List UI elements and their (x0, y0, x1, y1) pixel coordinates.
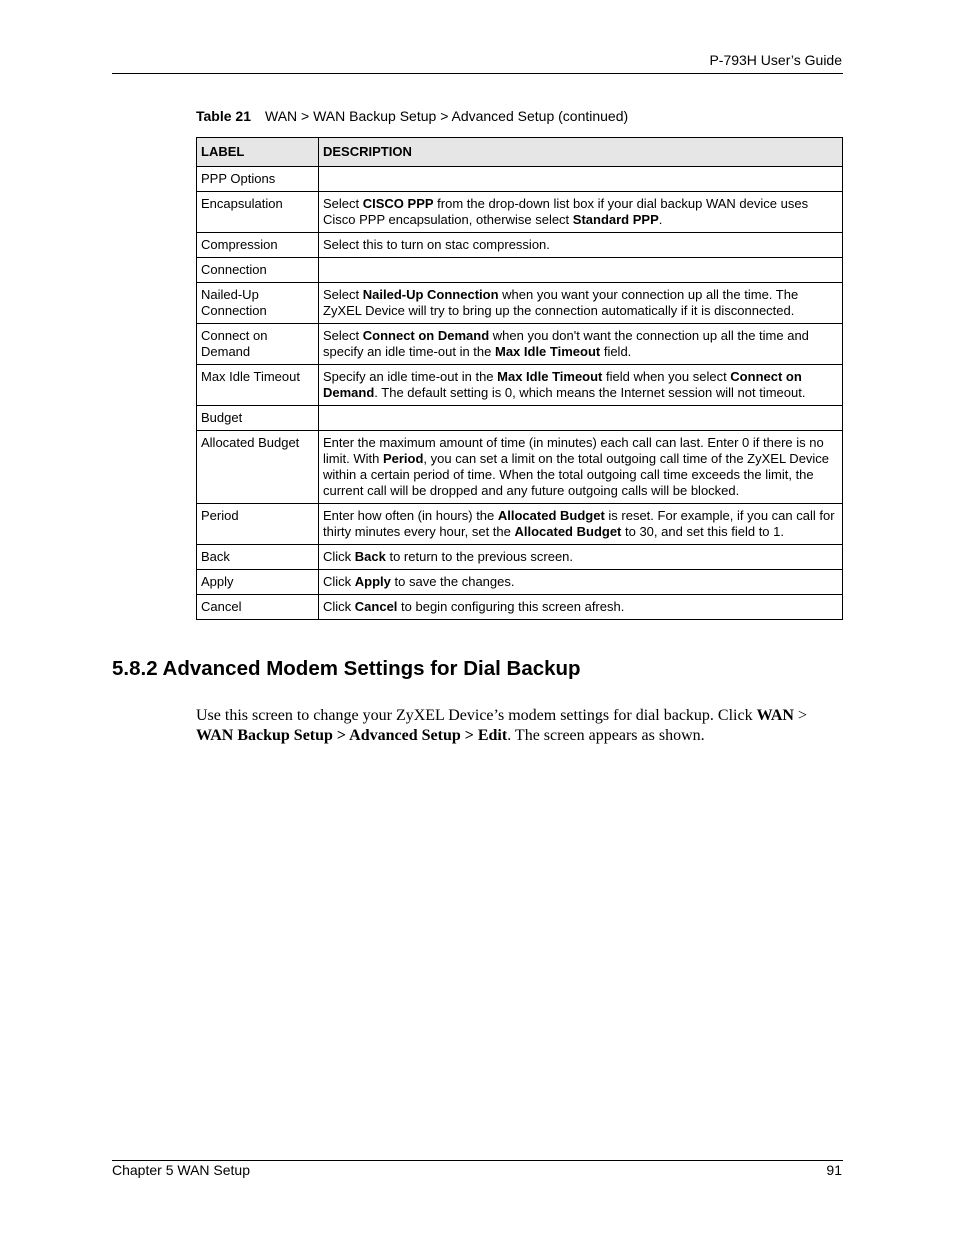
table-row (197, 192, 843, 233)
description-text: to return to the previous screen. (385, 549, 574, 564)
paragraph-text: > (793, 707, 807, 724)
description-text: Select (323, 328, 363, 343)
table-row (197, 570, 843, 595)
bold-term: Max Idle Timeout (494, 344, 601, 359)
column-header-description: DESCRIPTION (319, 138, 843, 167)
table-row (197, 365, 843, 406)
description-text: Enter how often (in hours) the (323, 508, 498, 523)
table-caption (196, 108, 628, 124)
bold-term: Allocated Budget (497, 508, 605, 523)
description-text: , you can set a limit on the total outgoing call time of the ZyXEL Device within a certain period of time. When the total outgoing call time exceeds the limit, the current call will be dropped and any future outgoing calls will be blocked. (323, 451, 830, 498)
footer-chapter: Chapter 5 WAN Setup (112, 1162, 250, 1178)
row-label: PPP Options (197, 167, 319, 192)
footer-divider (112, 1160, 843, 1161)
row-description (319, 595, 843, 620)
paragraph-text: Use this screen to change your ZyXEL Device’s modem settings for dial backup. Click (196, 707, 757, 724)
table-row (197, 504, 843, 545)
bold-term: Standard PPP (572, 212, 659, 227)
table-row (197, 167, 843, 192)
description-text: Enter the maximum amount of time (in minutes) each call can last. Enter 0 if there is no limit. With (323, 435, 824, 466)
bold-term: Apply (354, 574, 391, 589)
row-label: Max Idle Timeout (197, 365, 319, 406)
description-text: . The default setting is 0, which means the Internet session will not timeout. (374, 385, 806, 400)
description-text: to save the changes. (390, 574, 515, 589)
table-row (197, 283, 843, 324)
description-text: when you want your connection up all the time. The ZyXEL Device will try to bring up the connection automatically if it is disconnected. (323, 287, 799, 318)
description-text: Select this to turn on stac compression. (323, 237, 550, 252)
table-caption-text: WAN > WAN Backup Setup > Advanced Setup (continued) (265, 108, 629, 124)
row-label: Encapsulation (197, 192, 319, 233)
guide-title: P-793H User’s Guide (709, 52, 842, 68)
description-text: Click (323, 574, 355, 589)
table-row (197, 258, 843, 283)
bold-term: Max Idle Timeout (497, 369, 603, 384)
row-label: Allocated Budget (197, 431, 319, 504)
table-row (197, 545, 843, 570)
row-description (319, 324, 843, 365)
description-text: from the drop-down list box if your dial backup WAN device uses Cisco PPP encapsulation, otherwise select (323, 196, 809, 227)
row-description (319, 365, 843, 406)
row-description (319, 233, 843, 258)
table-row (197, 431, 843, 504)
table-row (197, 406, 843, 431)
description-text: is reset. For example, if you can call for thirty minutes every hour, set the (323, 508, 835, 539)
row-description (319, 283, 843, 324)
description-text: field when you select (602, 369, 731, 384)
bold-term: Nailed-Up Connection (362, 287, 499, 302)
body-paragraph (196, 706, 844, 746)
bold-term: CISCO PPP (362, 196, 434, 211)
bold-term: WAN Backup Setup > Advanced Setup > Edit (196, 727, 508, 744)
description-text: Select (323, 196, 363, 211)
page-number: 91 (826, 1162, 842, 1178)
header-divider (112, 73, 843, 74)
bold-term: Connect on Demand (323, 369, 802, 400)
row-description (319, 406, 843, 431)
table-header-row (197, 138, 843, 167)
description-text: field. (600, 344, 632, 359)
paragraph-text: . The screen appears as shown. (507, 727, 705, 744)
table-row (197, 324, 843, 365)
description-text: Specify an idle time-out in the (323, 369, 498, 384)
table-body (197, 167, 843, 620)
row-label: Connection (197, 258, 319, 283)
description-text: Click (323, 599, 355, 614)
description-text: to begin configuring this screen afresh. (397, 599, 625, 614)
row-description (319, 570, 843, 595)
row-label: Budget (197, 406, 319, 431)
description-text: Click (323, 549, 355, 564)
table-number: Table 21 (196, 108, 251, 124)
row-label: Nailed-Up Connection (197, 283, 319, 324)
bold-term: Period (382, 451, 424, 466)
row-label: Cancel (197, 595, 319, 620)
column-header-label: LABEL (197, 138, 319, 167)
description-text: . (658, 212, 663, 227)
table-row (197, 595, 843, 620)
description-text: to 30, and set this field to 1. (621, 524, 784, 539)
bold-term: WAN (756, 707, 794, 724)
row-label: Connect on Demand (197, 324, 319, 365)
bold-term: Back (354, 549, 386, 564)
row-description (319, 504, 843, 545)
bold-term: Allocated Budget (514, 524, 622, 539)
description-text: when you don't want the connection up all the time and specify an idle time-out in the (323, 328, 809, 359)
bold-term: Cancel (354, 599, 398, 614)
row-description (319, 431, 843, 504)
table-row (197, 233, 843, 258)
row-label: Period (197, 504, 319, 545)
row-description (319, 167, 843, 192)
bold-term: Connect on Demand (362, 328, 490, 343)
row-label: Compression (197, 233, 319, 258)
section-heading: 5.8.2 Advanced Modem Settings for Dial Backup (112, 657, 581, 680)
row-label: Back (197, 545, 319, 570)
row-label: Apply (197, 570, 319, 595)
description-text: Select (323, 287, 363, 302)
settings-table (196, 137, 843, 620)
row-description (319, 545, 843, 570)
row-description (319, 192, 843, 233)
row-description (319, 258, 843, 283)
